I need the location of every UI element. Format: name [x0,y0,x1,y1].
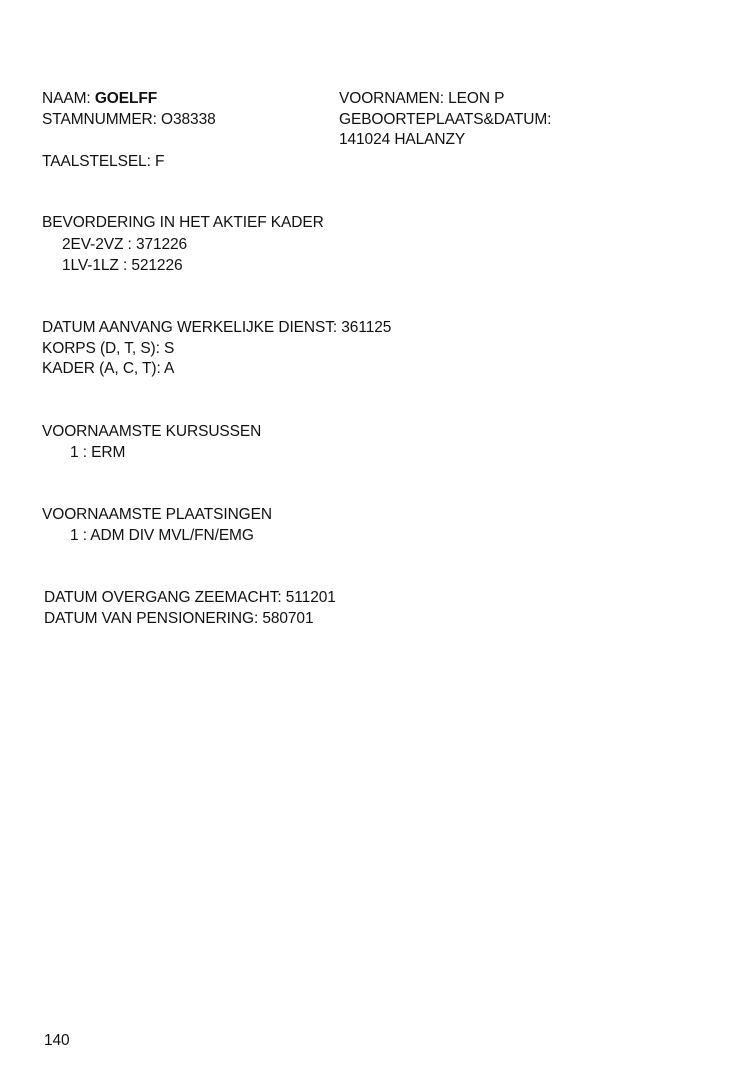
bevordering-heading: BEVORDERING IN HET AKTIEF KADER [42,214,324,231]
bevordering-item: 2EV-2VZ : 371226 [62,236,188,253]
kursussen-item: 1 : ERM [70,444,126,461]
bevordering-item: 1LV-1LZ : 521226 [62,257,183,274]
naam-line [42,89,157,109]
kursussen-heading: VOORNAAMSTE KURSUSSEN [42,423,262,440]
overgang-zeemacht-line: DATUM OVERGANG ZEEMACHT: 511201 [44,589,336,606]
taalstelsel-line: TAALSTELSEL: F [42,153,165,170]
stamnummer-line: STAMNUMMER: O38338 [42,111,216,128]
plaatsingen-item: 1 : ADM DIV MVL/FN/EMG [70,527,254,544]
pensionering-line: DATUM VAN PENSIONERING: 580701 [44,610,314,627]
aanvang-dienst-line: DATUM AANVANG WERKELIJKE DIENST: 361125 [42,319,392,336]
geboorte-label: GEBOORTEPLAATS&DATUM: [339,111,552,128]
korps-line: KORPS (D, T, S): S [42,340,175,357]
naam-label: NAAM: [42,90,91,107]
plaatsingen-heading: VOORNAAMSTE PLAATSINGEN [42,506,272,523]
naam-value: GOELFF [94,90,158,107]
kader-line: KADER (A, C, T): A [42,360,175,377]
page-number: 140 [44,1032,70,1049]
geboorte-value: 141024 HALANZY [339,131,466,148]
voornamen-line: VOORNAMEN: LEON P [339,90,505,107]
